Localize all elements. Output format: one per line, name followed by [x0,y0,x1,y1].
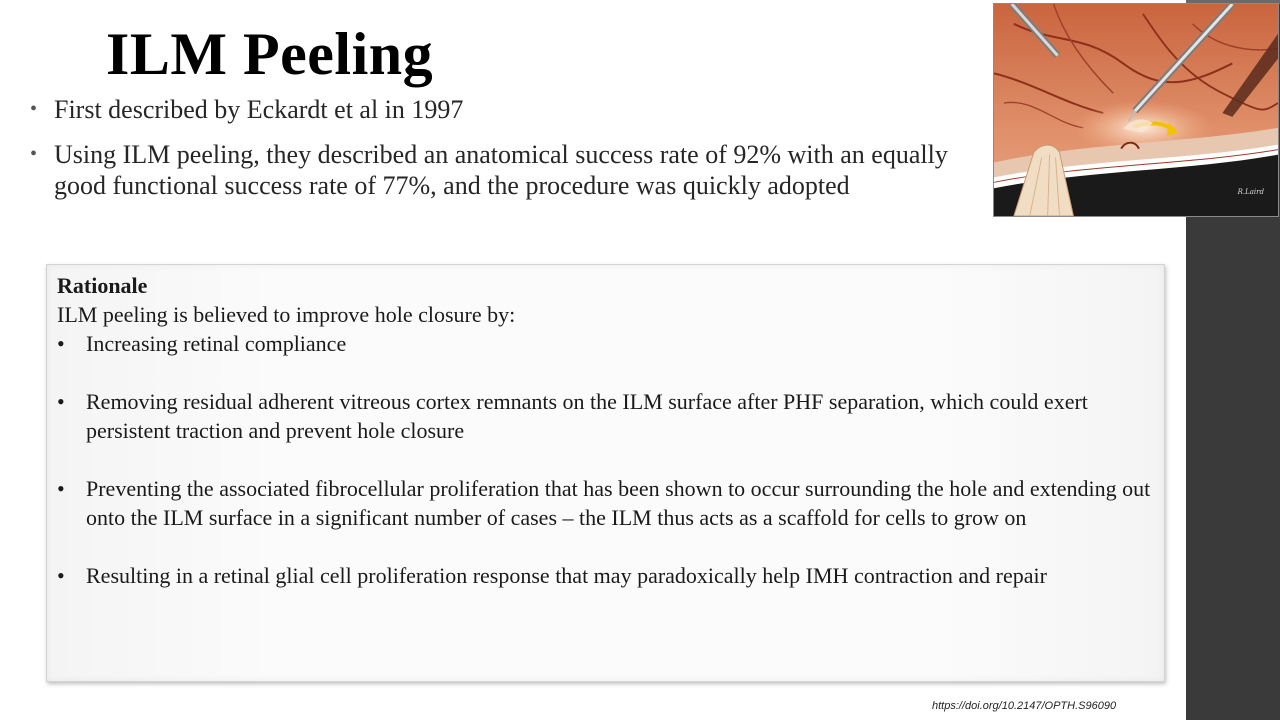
bullet-dot-icon: • [57,563,65,588]
intro-bullet-text: Using ILM peeling, they described an anatomical success rate of 92% with an equally good functional success rate of 77%, and the procedure was quickly adopted [54,140,948,200]
bullet-dot-icon: • [30,98,38,120]
illustration-signature: R.Laird [1237,188,1264,196]
bullet-dot-icon: • [57,389,65,414]
rationale-bullet [57,329,1154,358]
rationale-heading: Rationale [57,273,148,298]
bullet-dot-icon: • [30,143,38,165]
rationale-bullet-list [57,329,1154,590]
intro-bullet [30,94,985,125]
ilm-peeling-illustration [993,3,1279,217]
bullet-dot-icon: • [57,476,65,501]
rationale-bullet-text: Preventing the associated fibrocellular proliferation that has been shown to occur surrounding the hole and extending out onto the ILM surface in a significant number of cases – the ILM thus acts as a scaffold for cells to grow on [86,476,1151,530]
rationale-bullet [57,561,1154,590]
bullet-dot-icon: • [57,331,65,356]
rationale-intro: ILM peeling is believed to improve hole closure by: [57,302,516,327]
slide-title: ILM Peeling [106,21,434,87]
retina-surgery-illustration [994,4,1278,216]
intro-bullet-list [30,94,985,215]
intro-bullet [30,139,985,201]
rationale-box [46,264,1165,682]
doi-citation: https://doi.org/10.2147/OPTH.S96090 [932,700,1117,712]
rationale-bullet [57,474,1154,532]
rationale-bullet-text: Removing residual adherent vitreous cortex remnants on the ILM surface after PHF separation, which could exert persistent traction and prevent hole closure [86,389,1088,443]
rationale-bullet-text: Resulting in a retinal glial cell proliferation response that may paradoxically help IMH contraction and repair [86,563,1047,588]
intro-bullet-text: First described by Eckardt et al in 1997 [54,95,464,124]
rationale-bullet-text: Increasing retinal compliance [86,331,347,356]
rationale-bullet [57,387,1154,445]
